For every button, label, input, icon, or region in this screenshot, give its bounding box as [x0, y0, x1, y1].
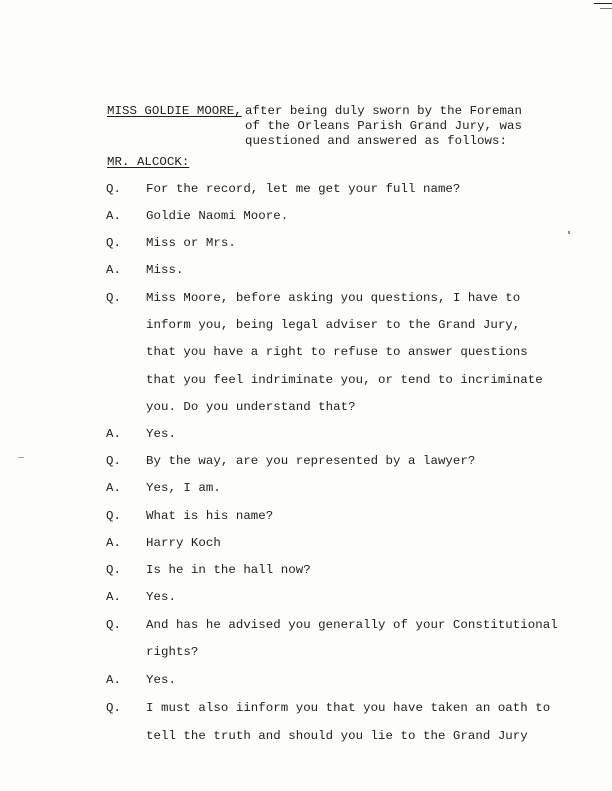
dialogue-line: Yes.	[146, 427, 176, 441]
scan-mark	[568, 231, 570, 234]
speaker-label: Q.	[106, 454, 121, 468]
examiner-label: MR. ALCOCK:	[107, 155, 190, 169]
speaker-label: A.	[106, 427, 121, 441]
dialogue-line: Miss Moore, before asking you questions, I have to	[146, 291, 521, 305]
speaker-label: Q.	[106, 509, 121, 523]
speaker-label: Q.	[106, 618, 121, 632]
scan-mark	[594, 3, 612, 4]
speaker-label: A.	[106, 536, 121, 550]
dialogue-line: Is he in the hall now?	[146, 563, 311, 577]
intro-line: of the Orleans Parish Grand Jury, was	[245, 119, 522, 133]
speaker-label: Q.	[106, 182, 121, 196]
dialogue-line: Yes.	[146, 590, 176, 604]
speaker-label: A.	[106, 673, 121, 687]
dialogue-line: Yes, I am.	[146, 481, 221, 495]
intro-line: questioned and answered as follows:	[245, 134, 507, 148]
dialogue-line: By the way, are you represented by a lawyer?	[146, 454, 476, 468]
intro-line: after being duly sworn by the Foreman	[245, 104, 522, 118]
dialogue-line: I must also iinform you that you have taken an oath to	[146, 701, 551, 715]
dialogue-line: Harry Koch	[146, 536, 221, 550]
dialogue-line: you. Do you understand that?	[146, 400, 356, 414]
dialogue-line: tell the truth and should you lie to the Grand Jury	[146, 729, 528, 743]
speaker-label: A.	[106, 263, 121, 277]
speaker-label: Q.	[106, 701, 121, 715]
speaker-label: Q.	[106, 563, 121, 577]
dialogue-line: rights?	[146, 645, 199, 659]
dialogue-line: Yes.	[146, 673, 176, 687]
dialogue-line: inform you, being legal adviser to the Grand Jury,	[146, 318, 521, 332]
speaker-label: Q.	[106, 291, 121, 305]
speaker-label: A.	[106, 590, 121, 604]
dialogue-line: And has he advised you generally of your Constitutional	[146, 618, 558, 632]
dialogue-line: Goldie Naomi Moore.	[146, 209, 289, 223]
dialogue-line: What is his name?	[146, 509, 274, 523]
dialogue-line: For the record, let me get your full name?	[146, 182, 461, 196]
dialogue-line: that you feel indriminate you, or tend to incriminate	[146, 373, 543, 387]
speaker-label: A.	[106, 209, 121, 223]
witness-name: MISS GOLDIE MOORE,	[107, 104, 242, 118]
scan-mark	[18, 457, 24, 458]
dialogue-line: Miss or Mrs.	[146, 236, 236, 250]
dialogue-line: that you have a right to refuse to answer questions	[146, 345, 528, 359]
speaker-label: A.	[106, 481, 121, 495]
speaker-label: Q.	[106, 236, 121, 250]
scan-mark	[600, 8, 612, 9]
dialogue-line: Miss.	[146, 263, 184, 277]
